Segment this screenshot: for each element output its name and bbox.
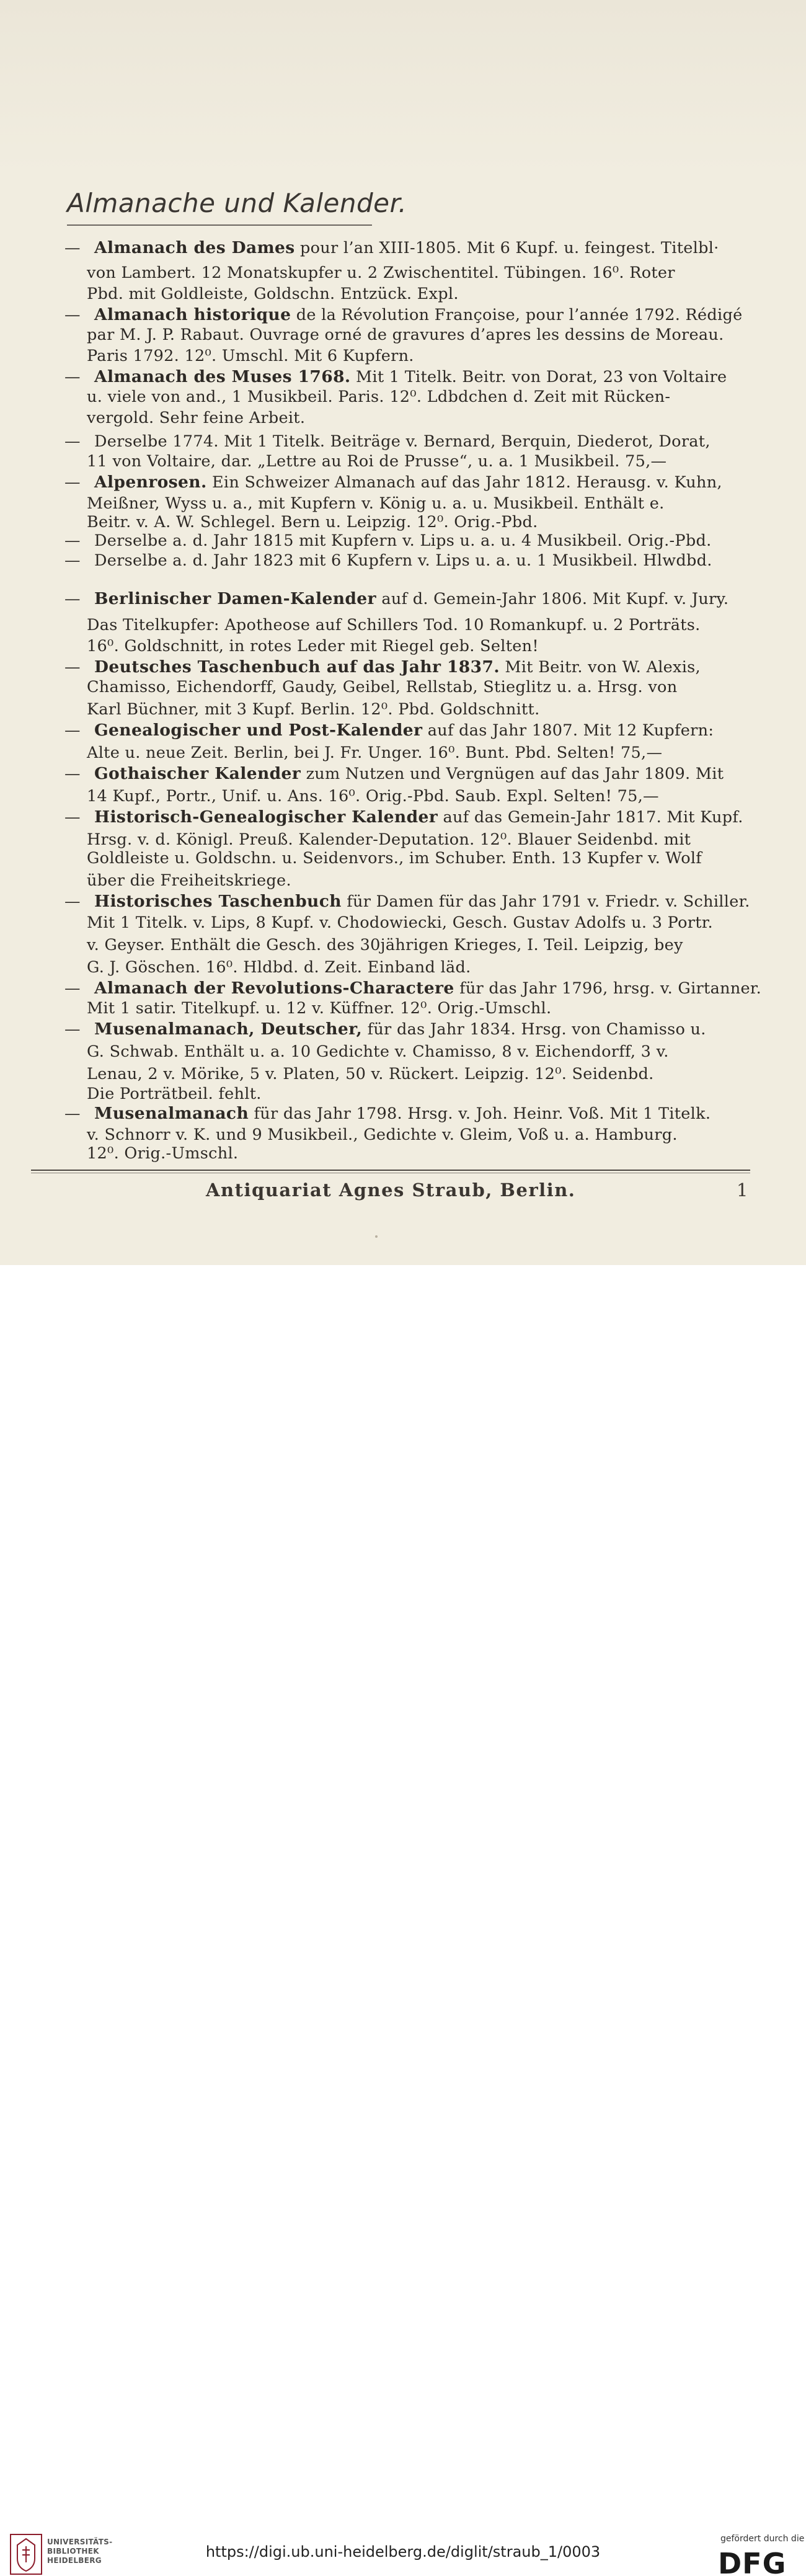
entry-line xyxy=(94,239,719,257)
entry-text: Goldleiste u. Goldschn. u. Seidenvors., im Schuber. Enth. 13 Kupfer v. Wolf xyxy=(87,849,702,868)
entry-text: Karl Büchner, mit 3 Kupf. Berlin. 12⁰. Pbd. Goldschnitt. xyxy=(87,700,540,719)
dfg-logo-icon xyxy=(718,2546,796,2576)
entry-line xyxy=(87,871,291,890)
entry-title: Historisch-Genealogischer Kalender xyxy=(94,807,438,827)
entry-dash: — xyxy=(64,239,81,257)
entry-dash: — xyxy=(64,658,81,677)
entry-line xyxy=(94,721,714,740)
entry-dash: — xyxy=(64,1104,81,1123)
entry-text: Mit Beitr. von W. Alexis, xyxy=(499,658,701,677)
entry-title: Almanach historique xyxy=(94,305,291,324)
entry-dash: — xyxy=(64,590,81,608)
entry-title: Alpenrosen. xyxy=(94,473,207,492)
entry-line xyxy=(94,473,722,492)
entry-line xyxy=(87,830,691,849)
footer-rule xyxy=(31,1170,750,1171)
entry-dash: — xyxy=(64,368,81,386)
entry-line xyxy=(87,285,459,303)
entry-line xyxy=(94,808,743,827)
entry-line xyxy=(94,1104,711,1123)
entry-text: Pbd. mit Goldleiste, Goldschn. Entzück. Expl. xyxy=(87,285,459,303)
entry-line xyxy=(94,432,711,451)
entry-line xyxy=(87,1085,262,1103)
entry-line xyxy=(87,637,539,655)
entry-line xyxy=(87,1126,678,1144)
entry-dash: — xyxy=(64,979,81,998)
entry-text: G. Schwab. Enthält u. a. 10 Gedichte v. Chamisso, 8 v. Eichendorff, 3 v. xyxy=(87,1042,669,1061)
entry-dash: — xyxy=(64,892,81,911)
entry-line xyxy=(87,264,675,282)
entry-line xyxy=(87,326,724,344)
entry-dash: — xyxy=(64,306,81,324)
entry-dash: — xyxy=(64,721,81,740)
entry-text: Hrsg. v. d. Königl. Preuß. Kalender-Deputation. 12⁰. Blauer Seidenbd. mit xyxy=(87,830,691,849)
entry-line xyxy=(87,958,471,977)
page-number: 1 xyxy=(737,1179,748,1201)
entry-text: Mit 1 Titelk. v. Lips, 8 Kupf. v. Chodowiecki, Gesch. Gustav Adolfs u. 3 Portr. xyxy=(87,913,713,932)
entry-line xyxy=(87,1042,669,1061)
paper-speck xyxy=(375,1235,378,1238)
entry-text: über die Freiheitskriege. xyxy=(87,871,291,890)
entry-text: v. Geyser. Enthält die Gesch. des 30jährigen Krieges, I. Teil. Leipzig, bey xyxy=(87,936,683,954)
entry-title: Almanach des Dames xyxy=(94,238,295,257)
entry-text: Alte u. neue Zeit. Berlin, bei J. Fr. Unger. 16⁰. Bunt. Pbd. Selten! 75,— xyxy=(87,744,663,762)
entry-text: G. J. Göschen. 16⁰. Hldbd. d. Zeit. Einband läd. xyxy=(87,958,471,977)
entry-text: v. Schnorr v. K. und 9 Musikbeil., Gedichte v. Gleim, Voß u. a. Hamburg. xyxy=(87,1126,678,1144)
entry-line xyxy=(87,1065,654,1083)
entry-line xyxy=(94,531,712,550)
entry-line xyxy=(87,409,305,427)
entry-line xyxy=(94,765,724,783)
entry-text: auf das Gemein-Jahr 1817. Mit Kupf. xyxy=(438,808,743,827)
entry-text: Lenau, 2 v. Mörike, 5 v. Platen, 50 v. Rückert. Leipzig. 12⁰. Seidenbd. xyxy=(87,1065,654,1083)
entry-title: Gothaischer Kalender xyxy=(94,764,301,783)
entry-text: auf das Jahr 1807. Mit 12 Kupfern: xyxy=(422,721,714,740)
entry-text: 11 von Voltaire, dar. „Lettre au Roi de Prusse“, u. a. 1 Musikbeil. 75,— xyxy=(87,452,667,471)
entry-text: par M. J. P. Rabaut. Ouvrage orné de gravures d’apres les dessins de Moreau. xyxy=(87,326,724,344)
entry-title: Musenalmanach xyxy=(94,1104,249,1123)
entry-text: zum Nutzen und Vergnügen auf das Jahr 1809. Mit xyxy=(301,765,724,783)
entry-dash: — xyxy=(64,473,81,492)
entry-text: Ein Schweizer Almanach auf das Jahr 1812. Herausg. v. Kuhn, xyxy=(206,473,722,492)
entry-dash: — xyxy=(64,808,81,827)
entry-line xyxy=(87,513,538,531)
entry-text: Beitr. v. A. W. Schlegel. Bern u. Leipzig. 12⁰. Orig.-Pbd. xyxy=(87,513,538,531)
entry-line xyxy=(87,787,659,806)
entry-line xyxy=(94,590,728,608)
library-name-line: HEIDELBERG xyxy=(47,2556,102,2565)
entry-text: Chamisso, Eichendorff, Gaudy, Geibel, Rellstab, Stieglitz u. a. Hrsg. von xyxy=(87,678,678,696)
entry-line xyxy=(87,913,713,932)
entry-line xyxy=(87,1144,238,1163)
entry-title: Genealogischer und Post-Kalender xyxy=(94,721,423,740)
entry-text: Paris 1792. 12⁰. Umschl. Mit 6 Kupfern. xyxy=(87,347,414,365)
entry-text: 12⁰. Orig.-Umschl. xyxy=(87,1144,239,1163)
entry-line xyxy=(94,892,750,911)
footer-publisher: Antiquariat Agnes Straub, Berlin. xyxy=(206,1179,576,1201)
entry-text: 16⁰. Goldschnitt, in rotes Leder mit Riegel geb. Selten! xyxy=(87,637,539,655)
entry-text: de la Révolution Françoise, pour l’année 1792. Rédigé xyxy=(291,306,743,324)
entry-line xyxy=(87,494,665,513)
document-url-link[interactable]: https://digi.ub.uni-heidelberg.de/diglit/straub_1/0003 xyxy=(205,2543,601,2560)
entry-title: Historisches Taschenbuch xyxy=(94,892,342,911)
entry-text: für Damen für das Jahr 1791 v. Friedr. v. Schiller. xyxy=(341,892,750,911)
entry-title: Berlinischer Damen-Kalender xyxy=(94,589,376,608)
entry-text: Derselbe a. d. Jahr 1815 mit Kupfern v. Lips u. a. u. 4 Musikbeil. Orig.-Pbd. xyxy=(94,531,712,550)
entry-line xyxy=(94,551,712,570)
entry-text: für das Jahr 1796, hrsg. v. Girtanner. xyxy=(454,979,762,998)
entry-dash: — xyxy=(64,432,81,451)
entry-line xyxy=(87,999,551,1018)
entry-title: Musenalmanach, Deutscher, xyxy=(94,1019,363,1039)
entry-line xyxy=(87,849,702,868)
viewer-footer-bar xyxy=(0,1265,806,2576)
entry-line xyxy=(87,388,670,406)
entry-dash: — xyxy=(64,1020,81,1039)
entry-line xyxy=(94,368,727,386)
entry-text: u. viele von and., 1 Musikbeil. Paris. 12⁰. Ldbdchen d. Zeit mit Rücken- xyxy=(87,388,671,406)
entry-title: Almanach des Muses 1768. xyxy=(94,367,351,386)
entry-title: Almanach der Revolutions-Charactere xyxy=(94,979,454,998)
entry-line xyxy=(94,306,743,324)
title-underline xyxy=(67,224,372,226)
dfg-logo-text: DFG xyxy=(718,2547,787,2576)
entry-text: auf d. Gemein-Jahr 1806. Mit Kupf. v. Jury. xyxy=(376,590,729,608)
library-name-line: UNIVERSITÄTS- xyxy=(47,2538,113,2546)
section-title: Almanache und Kalender. xyxy=(67,188,407,218)
entry-text: vergold. Sehr feine Arbeit. xyxy=(87,409,306,427)
entry-dash: — xyxy=(64,551,81,570)
entry-line xyxy=(87,936,683,954)
entry-text: Mit 1 Titelk. Beitr. von Dorat, 23 von Voltaire xyxy=(350,368,727,386)
entry-dash: — xyxy=(64,531,81,550)
funding-caption: gefördert durch die xyxy=(720,2534,805,2544)
entry-text: Mit 1 satir. Titelkupf. u. 12 v. Küffner. 12⁰. Orig.-Umschl. xyxy=(87,999,552,1018)
entry-line xyxy=(87,744,662,762)
entry-text: von Lambert. 12 Monatskupfer u. 2 Zwischentitel. Tübingen. 16⁰. Roter xyxy=(87,264,675,282)
entry-text: für das Jahr 1834. Hrsg. von Chamisso u. xyxy=(362,1020,706,1039)
library-name-line: BIBLIOTHEK xyxy=(47,2547,99,2556)
entry-line xyxy=(87,678,677,696)
entry-text: Das Titelkupfer: Apotheose auf Schillers Tod. 10 Romankupf. u. 2 Porträts. xyxy=(87,616,701,634)
entry-text: Meißner, Wyss u. a., mit Kupfern v. König u. a. u. Musikbeil. Enthält e. xyxy=(87,494,665,513)
entry-line xyxy=(87,347,414,365)
entry-line xyxy=(94,979,761,998)
entry-text: Derselbe a. d. Jahr 1823 mit 6 Kupfern v. Lips u. a. u. 1 Musikbeil. Hlwdbd. xyxy=(94,551,712,570)
entry-text: pour l’an XIII-1805. Mit 6 Kupf. u. feingest. Titelbl· xyxy=(294,239,719,257)
entry-text: 14 Kupf., Portr., Unif. u. Ans. 16⁰. Orig.-Pbd. Saub. Expl. Selten! 75,— xyxy=(87,787,659,806)
entry-text: für das Jahr 1798. Hrsg. v. Joh. Heinr. Voß. Mit 1 Titelk. xyxy=(249,1104,711,1123)
entry-title: Deutsches Taschenbuch auf das Jahr 1837. xyxy=(94,657,500,677)
entry-line xyxy=(87,452,666,471)
entry-line xyxy=(94,658,701,677)
entry-line xyxy=(87,616,701,634)
entry-text: Die Porträtbeil. fehlt. xyxy=(87,1085,262,1103)
entry-dash: — xyxy=(64,765,81,783)
page-bleed-through xyxy=(0,0,806,174)
entry-line xyxy=(87,700,540,719)
entry-line xyxy=(94,1020,706,1039)
scanned-page xyxy=(0,0,806,1265)
entry-text: Derselbe 1774. Mit 1 Titelk. Beiträge v. Bernard, Berquin, Diederot, Dorat, xyxy=(94,432,711,451)
